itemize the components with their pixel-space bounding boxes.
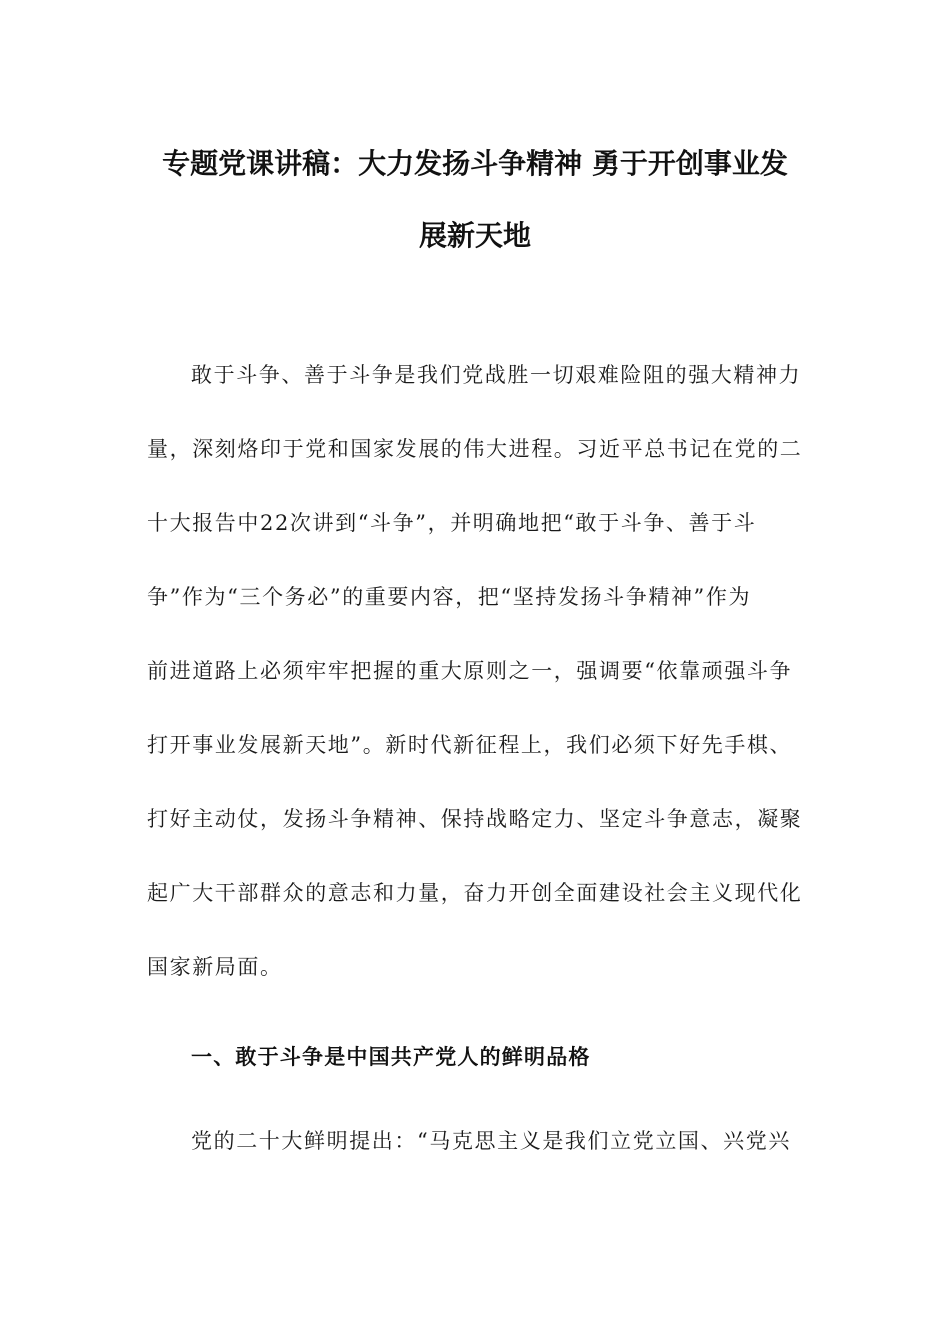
paragraph-line: 争”作为“三个务必”的重要内容，把“坚持发扬斗争精神”作为 xyxy=(147,585,752,609)
document-title xyxy=(120,128,830,272)
paragraph-line: 党的二十大鲜明提出：“马克思主义是我们立党立国、兴党兴 xyxy=(191,1129,791,1153)
paragraph-line: 起广大干部群众的意志和力量，奋力开创全面建设社会主义现代化 xyxy=(147,881,803,905)
title-line-2: 展新天地 xyxy=(418,219,531,252)
paragraph-line: 打开事业发展新天地”。新时代新征程上，我们必须下好先手棋、 xyxy=(147,733,793,757)
paragraph-line: 前进道路上必须牢牢把握的重大原则之一，强调要“依靠顽强斗争 xyxy=(147,659,793,683)
paragraph-line: 敢于斗争、善于斗争是我们党战胜一切艰难险阻的强大精神力 xyxy=(191,363,802,387)
section-heading: 一、敢于斗争是中国共产党人的鲜明品格 xyxy=(191,1045,591,1069)
title-line-1: 专题党课讲稿：大力发扬斗争精神 勇于开创事业发 xyxy=(162,147,788,180)
paragraph-line: 打好主动仗，发扬斗争精神、保持战略定力、坚定斗争意志，凝聚 xyxy=(147,807,803,831)
paragraph-line: 十大报告中22次讲到“斗争”，并明确地把“敢于斗争、善于斗 xyxy=(147,511,757,535)
paragraph-line: 量，深刻烙印于党和国家发展的伟大进程。习近平总书记在党的二 xyxy=(147,437,803,461)
paragraph-line: 国家新局面。 xyxy=(147,955,283,979)
